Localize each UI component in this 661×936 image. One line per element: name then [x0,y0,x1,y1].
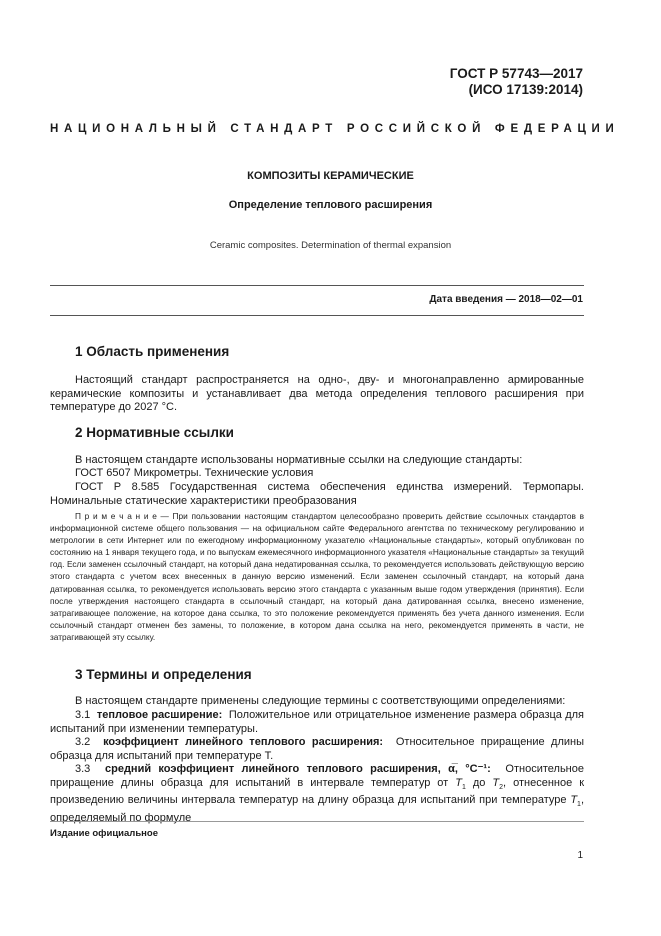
divider-top [50,285,584,286]
term-3-3-definition-d: , определяемый по формуле [50,794,585,825]
subscript-1: 1 [461,783,466,791]
section-3-intro [50,695,584,709]
document-subtitle: Определение теплового расширения [228,199,433,211]
standard-number: ГОСТ Р 57743—2017 [449,66,583,81]
reference-gost-8-585 [50,481,584,508]
term-3-2-number: 3.2 [75,736,91,748]
section-2-heading: 2 Нормативные ссылки [75,425,234,440]
term-3-2-term: коэффициент линейного теплового расширения: [103,736,384,748]
divider-bottom [50,315,584,316]
section-3-heading: 3 Термины и определения [75,667,252,682]
term-3-3-number: 3.3 [75,763,91,775]
term-3-1-term: тепловое расширение: [96,709,223,721]
section-1-text: Настоящий стандарт распространяется на одно-, дву- и многонаправленно армированные керамические композиты и устанавливает два метода определения теплового расширения при температуре до 2027 °С. [50,374,584,414]
subscript-2: 2 [499,783,504,791]
section-3-intro-text: В настоящем стандарте применены следующие термины с соответствующими определениями: [75,695,566,707]
reference-gost-6507 [50,467,584,481]
document-title: КОМПОЗИТЫ КЕРАМИЧЕСКИЕ [247,170,414,182]
term-3-3-definition-b: до [472,776,486,789]
national-standard-banner: НАЦИОНАЛЬНЫЙ СТАНДАРТ РОССИЙСКОЙ ФЕДЕРАЦИИ [50,123,620,135]
term-3-3-term: средний коэффициент линейного теплового расширения, [104,763,441,775]
term-3-2-definition: Относительное приращение длины образца для испытаний при температуре T. [50,736,584,762]
term-3-1-definition: Положительное или отрицательное изменение размера образца для испытаний при изменении температуры. [50,709,584,735]
temperature-symbol-t1-second: T [570,794,578,807]
temperature-symbol-t1: T [455,776,462,789]
term-3-3 [50,763,584,826]
iso-number: (ИСО 17139:2014) [468,82,583,97]
section-1-paragraph [50,374,584,415]
temperature-symbol-t2: T [492,776,500,789]
term-3-2 [50,736,584,763]
footer-divider [50,821,584,822]
term-3-3-symbol: α̅, °C⁻¹: [448,763,491,775]
introduction-date: Дата введения — 2018—02—01 [429,294,583,305]
section-1-heading: 1 Область применения [75,344,230,359]
section-2-note [50,510,584,643]
section-2-intro [50,454,584,468]
term-3-1-number: 3.1 [75,709,91,721]
subscript-1-second: 1 [577,801,581,809]
term-3-3-definition-a: Относительное приращение длины образца для испытаний в интервале температур от [50,763,584,789]
page-number: 1 [577,850,583,861]
section-2-note-text: П р и м е ч а н и е — При пользовании настоящим стандартом целесообразно проверить действие ссылочных стандартов в информационной системе общего пользования — на официальном сайте Федерального агентства по техническому регулированию и метрологии в сети Интернет или по ежегодному информационному указателю «Национальные стандарты», который опубликован по состоянию на 1 января текущего года, и по выпускам ежемесячного информационного указателя «Национальные стандарты» за текущий год. Если заменен ссылочный стандарт, на который дана недатированная ссылка, то рекомендуется использовать действующую версию этого стандарта с учетом всех внесенных в данную версию изменений. Если заменен ссылочный стандарт, на который дана датированная ссылка, то рекомендуется использовать версию этого стандарта с указанным выше годом утверждения (принятия). Если после утверждения настоящего стандарта в ссылочный стандарт, на который дана датированная ссылка, внесено изменение, затрагивающее положение, на которое дана ссылка, то это положение рекомендуется применять без учета данного изменения. Если ссылочный стандарт отменен без замены, то положение, в котором дана ссылка на него, рекомендуется применять в части, не затрагивающей эту ссылку. [50,511,584,642]
section-2-intro-text: В настоящем стандарте использованы нормативные ссылки на следующие стандарты: [75,454,523,466]
official-edition-label: Издание официальное [50,828,158,839]
reference-gost-6507-text: ГОСТ 6507 Микрометры. Технические условия [75,467,314,479]
term-3-3-definition-c: , отнесенное к произведению величины интервала температур на длину образца для испытаний при температуре [50,776,585,807]
term-3-1 [50,709,584,736]
reference-gost-8-585-text: ГОСТ Р 8.585 Государственная система обеспечения единства измерений. Термопары. Номинальные статические характеристики преобразования [50,481,584,507]
document-title-english: Ceramic composites. Determination of thermal expansion [209,240,452,251]
standard-number-block [450,66,583,98]
